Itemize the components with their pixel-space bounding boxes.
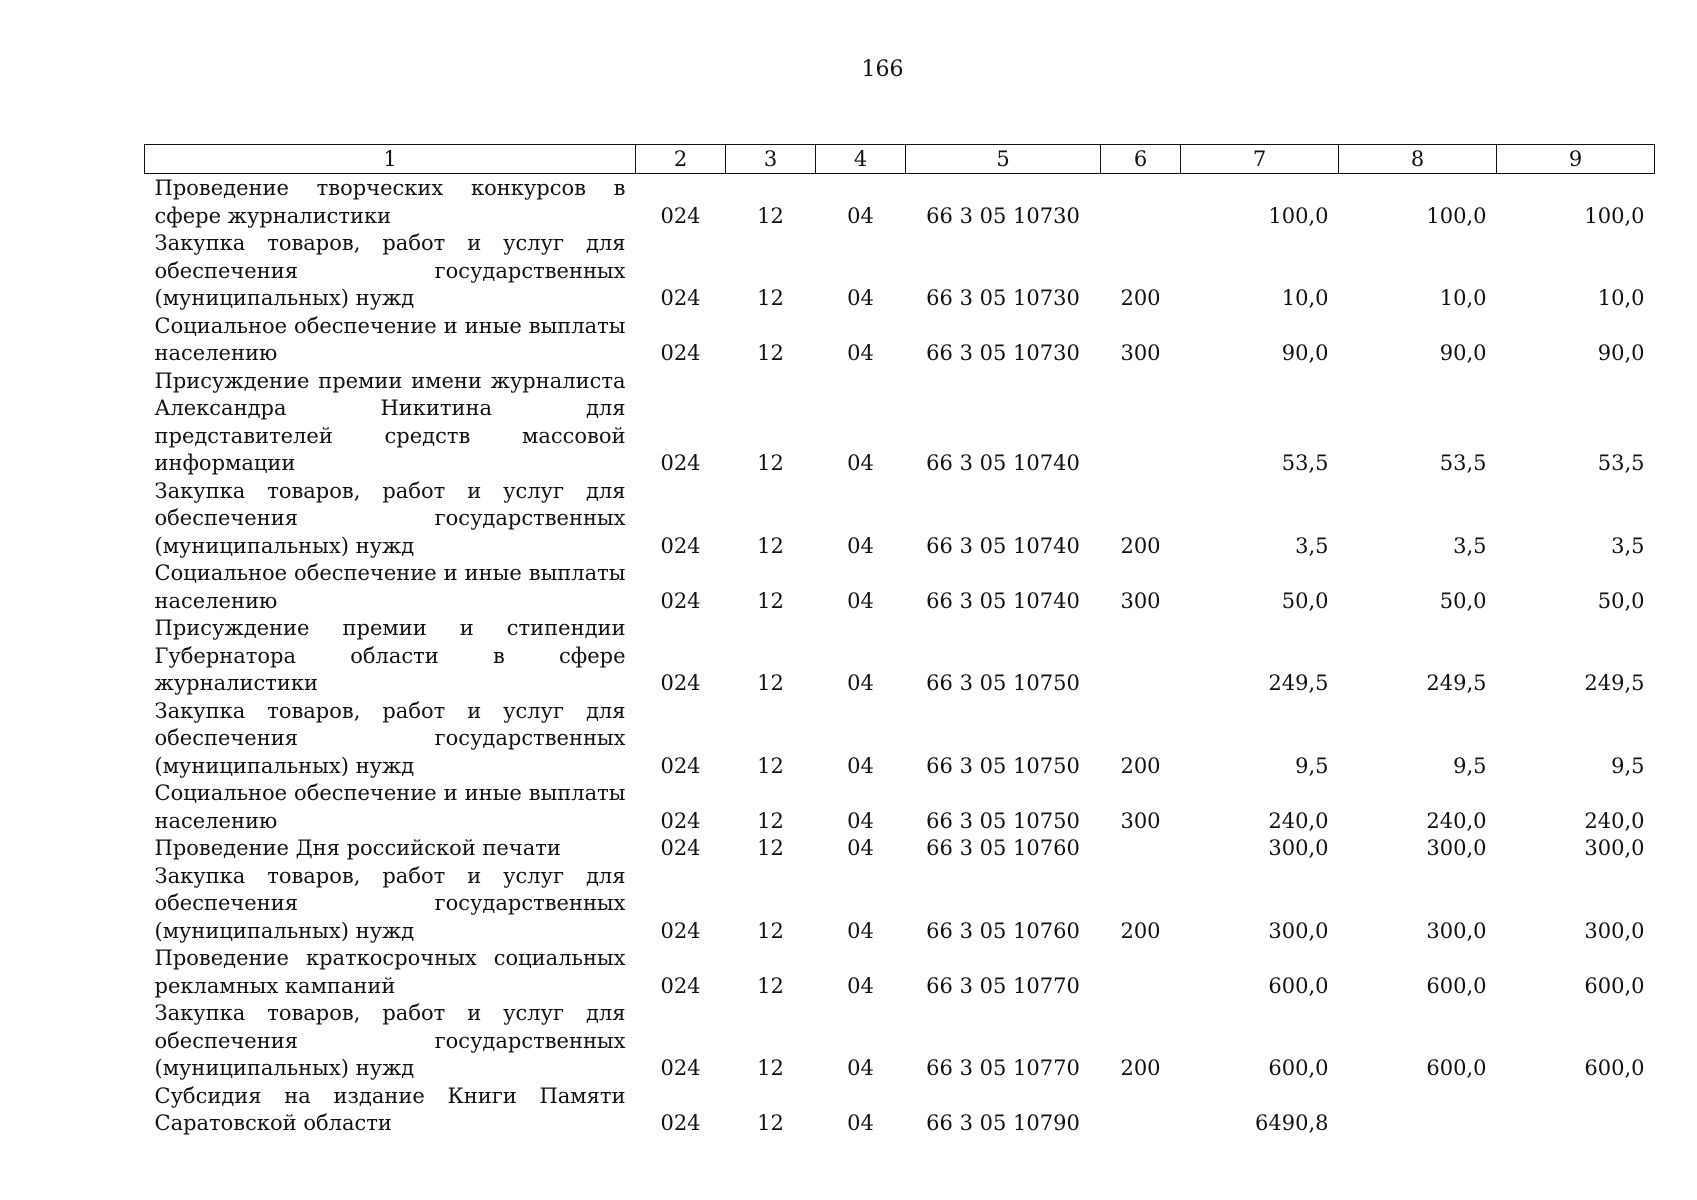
- row-col-2: 024: [660, 918, 701, 943]
- row-name: Проведение творческих конкурсов в сфере журналистики: [154, 176, 626, 228]
- row-col-9: [1497, 1083, 1655, 1138]
- row-col-6: [1101, 1083, 1181, 1138]
- row-col-7: 240,0: [1268, 808, 1329, 833]
- row-name: Закупка товаров, работ и услуг для обеспечения государственных (муниципальных) нужд: [154, 231, 626, 310]
- row-col-5: 66 3 05 10770: [926, 1056, 1080, 1080]
- row-col-9: 100,0: [1584, 203, 1645, 228]
- row-col-9: 300,0: [1584, 836, 1645, 860]
- row-name: Проведение Дня российской печати: [154, 836, 561, 860]
- table-body: [145, 174, 1655, 1138]
- row-col-3: 12: [757, 753, 784, 778]
- row-col-6: [1101, 615, 1181, 698]
- row-col-9: 50,0: [1597, 588, 1645, 613]
- row-col-4: 04: [847, 1056, 874, 1080]
- row-col-4: 04: [847, 753, 874, 778]
- row-col-9: 300,0: [1584, 918, 1645, 943]
- row-name: Присуждение премии имени журналиста Александра Никитина для представителей средств массовой информации: [154, 368, 626, 475]
- row-col-2: 024: [660, 753, 701, 778]
- row-col-6: 200: [1120, 918, 1161, 943]
- row-col-6: 200: [1120, 1056, 1161, 1080]
- table-row: [145, 368, 1655, 478]
- row-col-4: 04: [847, 588, 874, 613]
- column-header-3: 3: [726, 145, 816, 174]
- row-col-8: 600,0: [1426, 1056, 1487, 1080]
- row-col-9: 240,0: [1584, 808, 1645, 833]
- row-col-2: 024: [660, 203, 701, 228]
- row-col-2: 024: [660, 671, 701, 695]
- row-col-2: 024: [660, 973, 701, 998]
- row-col-9: 249,5: [1584, 671, 1645, 695]
- row-col-7: 100,0: [1268, 203, 1329, 228]
- row-col-6: [1101, 835, 1181, 863]
- table-row: [145, 230, 1655, 313]
- row-col-8: 53,5: [1439, 451, 1487, 475]
- table-row: [145, 313, 1655, 368]
- row-col-2: 024: [660, 341, 701, 365]
- row-col-4: 04: [847, 671, 874, 695]
- row-col-5: 66 3 05 10750: [926, 808, 1080, 833]
- row-col-2: 024: [660, 588, 701, 613]
- row-col-3: 12: [757, 203, 784, 228]
- row-col-3: 12: [757, 533, 784, 558]
- row-col-3: 12: [757, 918, 784, 943]
- row-col-6: [1101, 945, 1181, 1000]
- row-col-6: 300: [1120, 341, 1161, 365]
- row-col-2: 024: [660, 286, 701, 310]
- row-col-7: 600,0: [1268, 973, 1329, 998]
- row-col-2: 024: [660, 451, 701, 475]
- row-col-5: 66 3 05 10730: [926, 203, 1080, 228]
- row-col-8: 249,5: [1426, 671, 1487, 695]
- row-col-5: 66 3 05 10760: [926, 918, 1080, 943]
- row-col-9: 3,5: [1611, 533, 1645, 558]
- row-name: Субсидия на издание Книги Памяти Саратовской области: [154, 1083, 626, 1135]
- row-col-7: 300,0: [1268, 836, 1329, 860]
- row-name: Закупка товаров, работ и услуг для обеспечения государственных (муниципальных) нужд: [154, 698, 626, 778]
- row-col-9: 600,0: [1584, 973, 1645, 998]
- row-col-9: 90,0: [1597, 341, 1645, 365]
- row-col-2: 024: [660, 533, 701, 558]
- column-header-7: 7: [1181, 145, 1339, 174]
- row-col-4: 04: [847, 973, 874, 998]
- page-number: 166: [861, 57, 904, 82]
- row-col-5: 66 3 05 10740: [926, 588, 1080, 613]
- row-col-8: 240,0: [1426, 808, 1487, 833]
- row-col-3: 12: [757, 1111, 784, 1135]
- table-row: [145, 560, 1655, 615]
- row-col-9: 600,0: [1584, 1056, 1645, 1080]
- row-col-4: 04: [847, 918, 874, 943]
- row-col-5: 66 3 05 10750: [926, 753, 1080, 778]
- row-col-8: 300,0: [1426, 836, 1487, 860]
- row-col-7: 3,5: [1295, 533, 1329, 558]
- row-col-6: 200: [1120, 533, 1161, 558]
- row-col-9: 10,0: [1597, 286, 1645, 310]
- row-col-4: 04: [847, 286, 874, 310]
- table-row: [145, 698, 1655, 781]
- row-col-7: 600,0: [1268, 1056, 1329, 1080]
- row-col-7: 9,5: [1295, 753, 1329, 778]
- row-col-5: 66 3 05 10770: [926, 973, 1080, 998]
- row-col-5: 66 3 05 10740: [926, 451, 1080, 475]
- row-col-8: 90,0: [1439, 341, 1487, 365]
- row-col-4: 04: [847, 808, 874, 833]
- row-col-4: 04: [847, 341, 874, 365]
- row-col-7: 249,5: [1268, 671, 1329, 695]
- row-col-6: 300: [1120, 808, 1161, 833]
- row-col-4: 04: [847, 836, 874, 860]
- row-col-2: 024: [660, 1056, 701, 1080]
- row-col-5: 66 3 05 10760: [926, 836, 1080, 860]
- row-col-3: 12: [757, 973, 784, 998]
- row-col-8: [1339, 1083, 1497, 1138]
- row-col-5: 66 3 05 10730: [926, 286, 1080, 310]
- row-col-3: 12: [757, 836, 784, 860]
- row-col-8: 600,0: [1426, 973, 1487, 998]
- row-col-3: 12: [757, 451, 784, 475]
- row-col-6: [1101, 174, 1181, 231]
- row-col-7: 50,0: [1281, 588, 1329, 613]
- column-header-6: 6: [1101, 145, 1181, 174]
- row-col-6: 200: [1120, 753, 1161, 778]
- row-col-8: 300,0: [1426, 918, 1487, 943]
- budget-table: [144, 144, 1655, 1138]
- table-row: [145, 780, 1655, 835]
- row-col-2: 024: [660, 808, 701, 833]
- row-col-2: 024: [660, 1111, 701, 1135]
- row-col-7: 53,5: [1281, 451, 1329, 475]
- row-col-3: 12: [757, 671, 784, 695]
- row-col-2: 024: [660, 836, 701, 860]
- row-col-8: 100,0: [1426, 203, 1487, 228]
- column-header-9: 9: [1497, 145, 1655, 174]
- row-name: Закупка товаров, работ и услуг для обеспечения государственных (муниципальных) нужд: [154, 478, 626, 558]
- row-col-4: 04: [847, 1111, 874, 1135]
- row-name: Закупка товаров, работ и услуг для обеспечения государственных (муниципальных) нужд: [154, 1001, 626, 1080]
- column-header-8: 8: [1339, 145, 1497, 174]
- row-col-3: 12: [757, 286, 784, 310]
- row-col-3: 12: [757, 808, 784, 833]
- column-header-5: 5: [906, 145, 1101, 174]
- table-row: [145, 615, 1655, 698]
- row-col-5: 66 3 05 10750: [926, 671, 1080, 695]
- row-col-5: 66 3 05 10730: [926, 341, 1080, 365]
- row-col-3: 12: [757, 588, 784, 613]
- row-name: Социальное обеспечение и иные выплаты населению: [154, 561, 626, 613]
- row-name: Социальное обеспечение и иные выплаты населению: [154, 313, 626, 365]
- row-col-9: 53,5: [1597, 451, 1645, 475]
- row-col-4: 04: [847, 451, 874, 475]
- row-col-9: 9,5: [1611, 753, 1645, 778]
- row-col-8: 50,0: [1439, 588, 1487, 613]
- row-col-6: 300: [1120, 588, 1161, 613]
- column-header-4: 4: [816, 145, 906, 174]
- row-col-4: 04: [847, 203, 874, 228]
- row-col-7: 10,0: [1281, 286, 1329, 310]
- row-col-8: 3,5: [1453, 533, 1487, 558]
- row-col-4: 04: [847, 533, 874, 558]
- row-col-5: 66 3 05 10790: [926, 1111, 1080, 1135]
- table-row: [145, 478, 1655, 561]
- row-col-8: 10,0: [1439, 286, 1487, 310]
- row-col-5: 66 3 05 10740: [926, 533, 1080, 558]
- row-name: Проведение краткосрочных социальных рекламных кампаний: [154, 946, 626, 998]
- row-name: Присуждение премии и стипендии Губернатора области в сфере журналистики: [154, 616, 626, 695]
- table-row: [145, 863, 1655, 946]
- row-col-6: 200: [1120, 286, 1161, 310]
- row-col-3: 12: [757, 1056, 784, 1080]
- table-row: [145, 174, 1655, 231]
- table-row: [145, 1000, 1655, 1083]
- row-col-7: 90,0: [1281, 341, 1329, 365]
- table-row: [145, 1083, 1655, 1138]
- table-row: [145, 835, 1655, 863]
- row-name: Социальное обеспечение и иные выплаты населению: [154, 781, 626, 833]
- column-header-2: 2: [636, 145, 726, 174]
- header-row: [145, 145, 1655, 174]
- table-header: [145, 145, 1655, 174]
- row-col-6: [1101, 368, 1181, 478]
- row-col-8: 9,5: [1453, 753, 1487, 778]
- row-name: Закупка товаров, работ и услуг для обеспечения государственных (муниципальных) нужд: [154, 863, 626, 943]
- row-col-7: 6490,8: [1255, 1111, 1329, 1135]
- column-header-1: 1: [145, 145, 636, 174]
- table-row: [145, 945, 1655, 1000]
- row-col-3: 12: [757, 341, 784, 365]
- row-col-7: 300,0: [1268, 918, 1329, 943]
